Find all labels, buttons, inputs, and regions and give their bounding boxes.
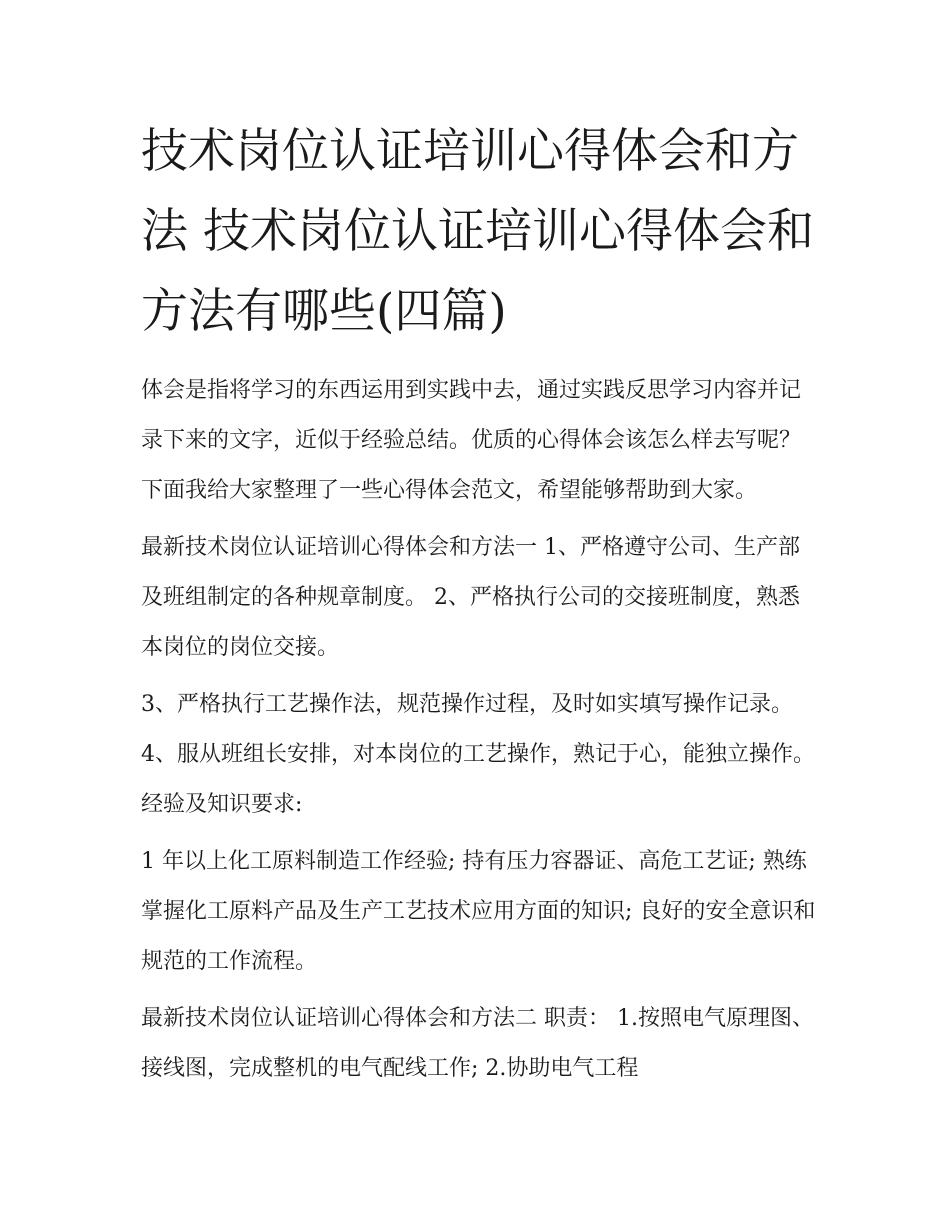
document-title: 技术岗位认证培训心得体会和方法 技术岗位认证培训心得体会和方法有哪些(四篇) [141, 124, 814, 339]
section-one-paragraph: 最新技术岗位认证培训心得体会和方法一 1、严格遵守公司、生产部及班组制定的各种规章制度。 2、严格执行公司的交接班制度，熟悉本岗位的岗位交接。 [141, 535, 800, 660]
document-body [141, 112, 816, 1101]
section-two-paragraph: 最新技术岗位认证培训心得体会和方法二 职责： 1.按照电气原理图、接线图，完成整机的电气配线工作; 2.协助电气工程 [141, 1006, 814, 1081]
section-one-continued-paragraph: 3、严格执行工艺操作法，规范操作过程，及时如实填写操作记录。 4、服从班组长安排，对本岗位的工艺操作，熟记于心，能独立操作。 经验及知识要求: [141, 692, 815, 817]
requirements-paragraph: 1 年以上化工原料制造工作经验; 持有压力容器证、高危工艺证; 熟练掌握化工原料产品及生产工艺技术应用方面的知识; 良好的安全意识和规范的工作流程。 [141, 849, 816, 974]
intro-paragraph: 体会是指将学习的东西运用到实践中去，通过实践反思学习内容并记录下来的文字，近似于经验总结。优质的心得体会该怎么样去写呢？下面我给大家整理了一些心得体会范文，希望能够帮助到大家。 [141, 378, 802, 503]
